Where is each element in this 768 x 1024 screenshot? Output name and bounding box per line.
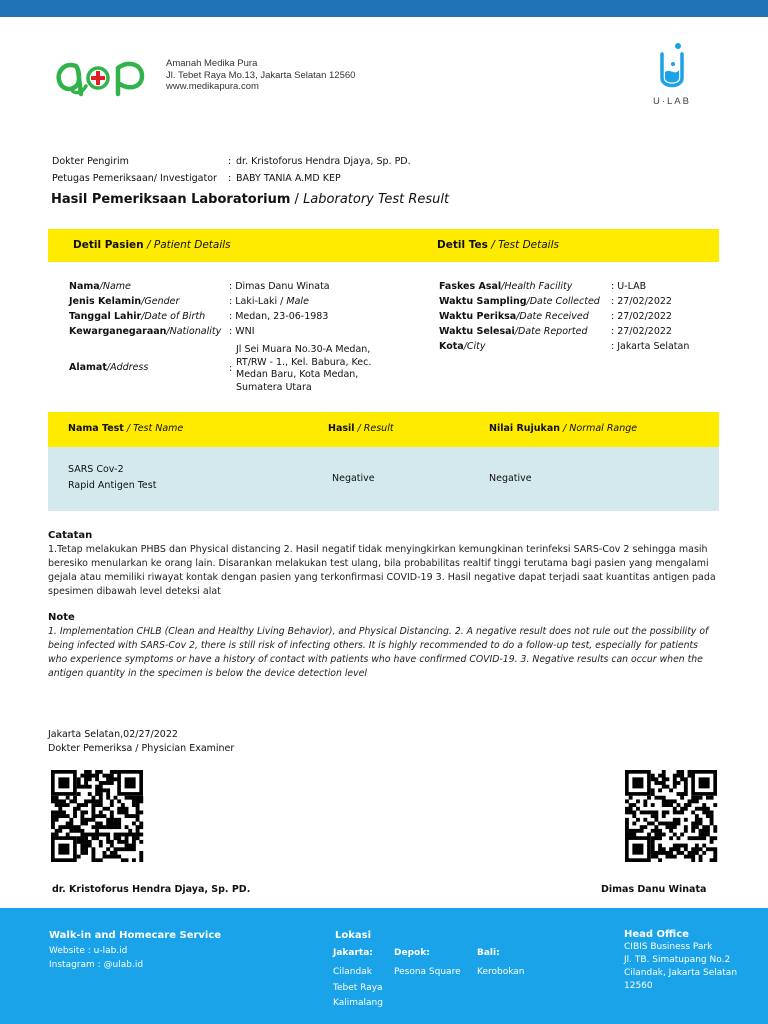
patient-gender-value: : Laki-Laki / Male bbox=[229, 296, 309, 307]
head-office-line: 12560 bbox=[624, 981, 653, 991]
patient-details-heading: Detil Pasien / Patient Details bbox=[73, 239, 231, 251]
title-en: Laboratory Test Result bbox=[303, 192, 450, 207]
patient-address-value bbox=[236, 344, 371, 394]
city-value: : Jakarta Selatan bbox=[611, 341, 690, 352]
patient-name-signature: Dimas Danu Winata bbox=[601, 884, 707, 895]
doctor-qr-code bbox=[48, 770, 146, 862]
sampling-label: Waktu Sampling/Date Collected bbox=[439, 296, 600, 307]
normal-range-value: Negative bbox=[489, 473, 532, 484]
jakarta-heading: Jakarta: bbox=[333, 948, 373, 958]
patient-address-label: Alamat/Address bbox=[69, 362, 149, 373]
flask-icon bbox=[648, 40, 696, 96]
ulab-logo bbox=[648, 40, 696, 106]
head-office-line: Cilandak, Jakarta Selatan bbox=[624, 968, 738, 978]
doctor-name: dr. Kristoforus Hendra Djaya, Sp. PD. bbox=[52, 884, 251, 895]
referrer-officer-label: Petugas Pemeriksaan/ Investigator bbox=[52, 173, 217, 184]
page-title bbox=[51, 192, 449, 207]
referrer-doctor-value: dr. Kristoforus Hendra Djaya, Sp. PD. bbox=[236, 156, 411, 167]
referrer-officer-value: BABY TANIA A.MD KEP bbox=[236, 173, 341, 184]
title-main: Hasil Pemeriksaan Laboratorium bbox=[51, 192, 291, 207]
location-item: Kalimalang bbox=[333, 998, 383, 1008]
place-date: Jakarta Selatan,02/27/2022 bbox=[48, 729, 178, 740]
clinic-address: Jl. Tebet Raya Mo.13, Jakarta Selatan 12560 bbox=[166, 69, 356, 81]
colon: : bbox=[228, 156, 232, 167]
head-office-line: CIBIS Business Park bbox=[624, 942, 713, 952]
result-heading: Hasil / Result bbox=[328, 423, 394, 434]
test-name-heading: Nama Test / Test Name bbox=[68, 423, 184, 434]
patient-nationality-label: Kewarganegaraan/Nationality bbox=[69, 326, 222, 337]
patient-name-label: Nama/Name bbox=[69, 281, 131, 292]
examiner-label: Dokter Pemeriksa / Physician Examiner bbox=[48, 743, 235, 754]
note-heading: Note bbox=[48, 612, 75, 623]
result-header-band bbox=[48, 412, 719, 447]
result-value: Negative bbox=[332, 473, 375, 484]
patient-qr-code bbox=[622, 770, 720, 862]
referrer-doctor-label: Dokter Pengirim bbox=[52, 156, 129, 167]
head-office-heading: Head Office bbox=[624, 929, 689, 940]
depok-heading: Depok: bbox=[394, 948, 430, 958]
address-line: Sumatera Utara bbox=[236, 381, 312, 393]
clinic-name: Amanah Medika Pura bbox=[166, 58, 258, 69]
lokasi-heading: Lokasi bbox=[335, 930, 372, 941]
normal-range-heading: Nilai Rujukan / Normal Range bbox=[489, 423, 638, 434]
received-value: : 27/02/2022 bbox=[611, 311, 672, 322]
address-line: Jl Sei Muara No.30-A Medan, bbox=[236, 344, 371, 355]
instagram-link[interactable]: Instagram : @ulab.id bbox=[49, 960, 144, 970]
ulab-label: U·LAB bbox=[653, 96, 691, 107]
footer bbox=[0, 908, 768, 1024]
location-item: Tebet Raya bbox=[333, 983, 383, 993]
city-label: Kota/City bbox=[439, 341, 486, 352]
amp-logo bbox=[54, 50, 154, 100]
catatan-heading: Catatan bbox=[48, 530, 93, 541]
website-link[interactable]: Website : u-lab.id bbox=[49, 946, 128, 956]
clinic-info bbox=[166, 58, 355, 93]
catatan-text: 1.Tetap melakukan PHBS dan Physical distancing 2. Hasil negatif tidak menyingkirkan kemungkinan terinfeksi SARS-Cov 2 sehingga masih beresiko menularkan ke orang lain. Disarankan melakukan test ulang, bila probabilitas realtif tinggi terutama bagi pasien yang mengalami gejala atau memiliki riwayat kontak dengan pasien yang terkonfirmasi COVID-19 3. Hasil negative dapat terjadi saat kuantitas antigen pada spesimen dibawah level deteksi alat bbox=[48, 544, 716, 597]
test-details-heading: Detil Tes / Test Details bbox=[437, 239, 559, 251]
facility-value: : U-LAB bbox=[611, 281, 647, 292]
patient-details-band bbox=[48, 229, 719, 262]
note-text: 1. Implementation CHLB (Clean and Healthy Living Behavior), and Physical Distancing. 2. A negative result does not rule out the possibility of being infected with SARS-Cov 2, there is still risk of infecting others. It is highly recommended to do a follow-up test, especially for patients who experience symptoms or have a history of contact with patients who have confirmed COVID-19. 3. Negative results can occur when the antigen quantity in the specimen is below the device detection level bbox=[48, 626, 709, 679]
service-heading: Walk-in and Homecare Service bbox=[49, 930, 222, 941]
patient-dob-value: : Medan, 23-06-1983 bbox=[229, 311, 329, 322]
patient-dob-label: Tanggal Lahir/Date of Birth bbox=[69, 311, 206, 322]
sampling-value: : 27/02/2022 bbox=[611, 296, 672, 307]
bali-heading: Bali: bbox=[477, 948, 500, 958]
patient-nationality-value: : WNI bbox=[229, 326, 255, 337]
patient-gender-label: Jenis Kelamin/Gender bbox=[69, 296, 180, 307]
reported-label: Waktu Selesai/Date Reported bbox=[439, 326, 588, 337]
title-sep: / bbox=[290, 192, 304, 207]
reported-value: : 27/02/2022 bbox=[611, 326, 672, 337]
patient-name-value: : Dimas Danu Winata bbox=[229, 281, 330, 292]
colon: : bbox=[228, 173, 232, 184]
head-office-line: Jl. TB. Simatupang No.2 bbox=[624, 955, 731, 965]
address-line: RT/RW - 1., Kel. Babura, Kec. bbox=[236, 356, 372, 368]
result-row bbox=[48, 447, 719, 511]
received-label: Waktu Periksa/Date Received bbox=[439, 311, 589, 322]
location-item: Pesona Square bbox=[394, 967, 461, 977]
facility-label: Faskes Asal/Health Facility bbox=[439, 281, 573, 292]
patient-address-colon: : bbox=[229, 363, 233, 374]
location-item: Cilandak bbox=[333, 967, 372, 977]
test-name-line2: Rapid Antigen Test bbox=[68, 480, 157, 491]
address-line: Medan Baru, Kota Medan, bbox=[236, 369, 359, 380]
top-bar bbox=[0, 0, 768, 17]
clinic-website: www.medikapura.com bbox=[166, 81, 259, 92]
test-name-line1: SARS Cov-2 bbox=[68, 464, 124, 475]
location-item: Kerobokan bbox=[477, 967, 525, 977]
